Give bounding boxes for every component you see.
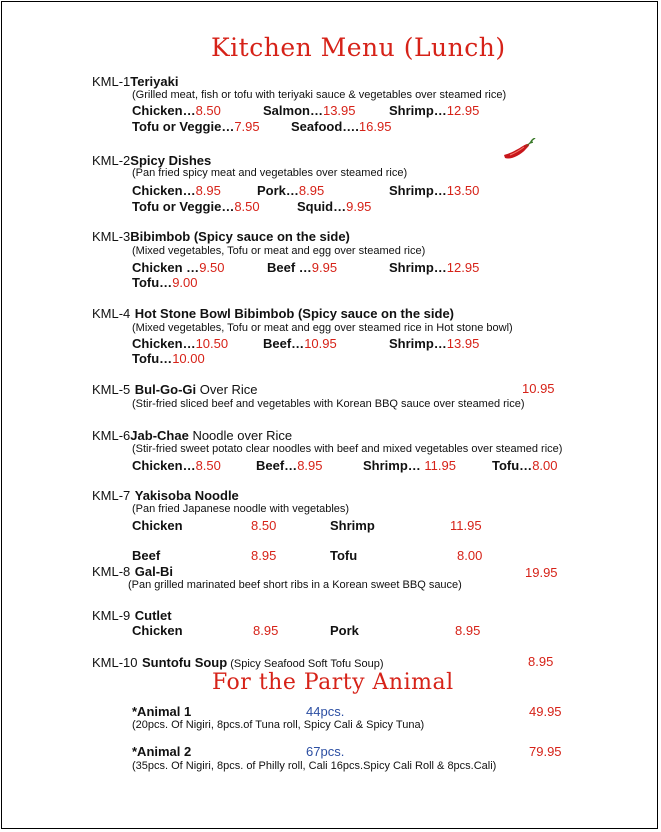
item-kml3-header xyxy=(92,228,350,246)
price: 12.95 xyxy=(446,103,480,118)
price: 8.00 xyxy=(532,458,558,473)
option-chicken-label: Chicken xyxy=(132,623,183,638)
option-tofu-veggie: Tofu or Veggie…7.95 xyxy=(132,119,260,134)
item-name: Hot Stone Bowl Bibimbob (Spicy sauce on the side) xyxy=(134,306,454,321)
item-name: Bul-Go-Gi xyxy=(134,382,197,397)
item-description: (Pan fried spicy meat and vegetables over steamed rice) xyxy=(132,167,408,179)
option-pork-label: Pork xyxy=(330,623,359,638)
item-description: (Pan fried Japanese noodle with vegetables) xyxy=(132,503,350,515)
price: 12.95 xyxy=(446,260,480,275)
item-code: KML-7 xyxy=(92,488,131,503)
item-code: KML-4 xyxy=(92,306,131,321)
option-chicken: Chicken…8.95 xyxy=(132,183,221,198)
item-code: KML-10 xyxy=(92,655,138,670)
item-description: (Stir-fried sliced beef and vegetables with Korean BBQ sauce over steamed rice) xyxy=(132,398,525,410)
option-tofu: Tofu…10.00 xyxy=(132,351,205,366)
party-item-pcs: 44pcs. xyxy=(306,704,345,719)
option-shrimp: Shrimp…12.95 xyxy=(389,260,480,275)
option-shrimp-price: 11.95 xyxy=(450,518,482,533)
party-item-name: *Animal 1 xyxy=(132,704,192,719)
party-item-description: (20pcs. Of Nigiri, 8pcs.of Tuna roll, Spicy Cali & Spicy Tuna) xyxy=(132,719,425,731)
option-beef-label: Beef xyxy=(132,548,161,563)
item-code: KML-6 xyxy=(92,428,131,443)
item-kml4-header xyxy=(92,305,454,323)
option-chicken-price: 8.50 xyxy=(251,518,277,533)
party-item-pcs: 67pcs. xyxy=(306,744,345,759)
price: 9.00 xyxy=(172,275,198,290)
item-name: Teriyaki xyxy=(130,74,179,89)
price: 8.95 xyxy=(528,654,554,669)
item-name: Spicy Dishes xyxy=(130,153,212,168)
party-item-price: 79.95 xyxy=(529,744,562,759)
price: 10.00 xyxy=(172,351,205,366)
option-tofu: Tofu…9.00 xyxy=(132,275,198,290)
option-pork: Pork…8.95 xyxy=(257,183,325,198)
page-title: Kitchen Menu (Lunch) xyxy=(211,33,506,62)
item-code: KML-1 xyxy=(92,74,131,89)
price: 10.50 xyxy=(195,336,229,351)
item-code: KML-2 xyxy=(92,153,131,168)
item-description: (Mixed vegetables, Tofu or meat and egg over steamed rice in Hot stone bowl) xyxy=(132,322,513,334)
price: 8.95 xyxy=(195,183,221,198)
price: 8.95 xyxy=(298,183,325,198)
party-item-price: 49.95 xyxy=(529,704,562,719)
item-name: Yakisoba Noodle xyxy=(134,488,239,503)
price: 10.95 xyxy=(522,381,555,396)
item-code: KML-3 xyxy=(92,229,131,244)
price: 13.95 xyxy=(322,103,356,118)
item-code: KML-5 xyxy=(92,382,131,397)
option-shrimp: Shrimp…13.95 xyxy=(389,336,480,351)
option-chicken: Chicken…8.50 xyxy=(132,458,221,473)
party-item-name: *Animal 2 xyxy=(132,744,192,759)
option-chicken: Chicken…10.50 xyxy=(132,336,229,351)
price: 8.50 xyxy=(234,199,260,214)
option-beef: Beef…8.95 xyxy=(256,458,323,473)
option-pork-price: 8.95 xyxy=(455,623,481,638)
item-name: Jab-Chae xyxy=(130,428,189,443)
option-squid: Squid…9.95 xyxy=(297,199,372,214)
option-tofu: Tofu…8.00 xyxy=(492,458,558,473)
option-tofu-veggie: Tofu or Veggie…8.50 xyxy=(132,199,260,214)
price: 10.95 xyxy=(304,336,337,351)
option-seafood: Seafood….16.95 xyxy=(291,119,392,134)
item-name: Gal-Bi xyxy=(134,564,174,579)
price: 9.95 xyxy=(311,260,338,275)
option-shrimp-label: Shrimp xyxy=(330,518,375,533)
price: 19.95 xyxy=(525,565,558,580)
item-kml5-header: KML-5 Bul-Go-Gi Over Rice xyxy=(92,382,258,397)
option-beef: Beef …9.95 xyxy=(267,260,338,275)
option-beef-price: 8.95 xyxy=(251,548,277,563)
price: 7.95 xyxy=(234,119,260,134)
price: 9.95 xyxy=(346,199,372,214)
item-kml10-header: KML-10 Suntofu Soup (Spicy Seafood Soft Tofu Soup) xyxy=(92,655,384,670)
option-salmon: Salmon…13.95 xyxy=(263,103,356,118)
item-code: KML-8 xyxy=(92,564,131,579)
price: 16.95 xyxy=(358,119,392,134)
item-kml6-header: KML-6Jab-Chae Noodle over Rice xyxy=(92,428,293,443)
price: 11.95 xyxy=(424,458,456,473)
party-item-description: (35pcs. Of Nigiri, 8pcs. of Philly roll, Cali 16pcs.Spicy Cali Roll & 8pcs.Cali) xyxy=(132,760,497,772)
price: 8.95 xyxy=(297,458,323,473)
price: 13.50 xyxy=(446,183,480,198)
option-chicken: Chicken …9.50 xyxy=(132,260,225,275)
option-shrimp: Shrimp…12.95 xyxy=(389,103,480,118)
chili-pepper-icon xyxy=(502,138,536,162)
price: 8.50 xyxy=(195,458,221,473)
option-chicken: Chicken…8.50 xyxy=(132,103,221,118)
item-description: (Stir-fried sweet potato clear noodles with beef and mixed vegetables over steamed rice) xyxy=(132,443,563,455)
item-description: (Pan grilled marinated beef short ribs in a Korean sweet BBQ sauce) xyxy=(128,579,462,591)
option-shrimp: Shrimp… 11.95 xyxy=(363,458,456,473)
price: 13.95 xyxy=(446,336,480,351)
option-beef: Beef…10.95 xyxy=(263,336,337,351)
price: 8.50 xyxy=(195,103,221,118)
option-tofu-label: Tofu xyxy=(330,548,358,563)
option-shrimp: Shrimp…13.50 xyxy=(389,183,480,198)
item-name: Suntofu Soup xyxy=(141,655,228,670)
item-code: KML-9 xyxy=(92,608,131,623)
option-chicken-price: 8.95 xyxy=(253,623,279,638)
item-description: (Grilled meat, fish or tofu with teriyaki sauce & vegetables over steamed rice) xyxy=(132,89,507,101)
item-name: Cutlet xyxy=(134,608,172,623)
price: 9.50 xyxy=(199,260,225,275)
option-chicken-label: Chicken xyxy=(132,518,183,533)
party-section-title: For the Party Animal xyxy=(212,670,454,695)
item-name: Bibimbob (Spicy sauce on the side) xyxy=(130,229,350,244)
option-tofu-price: 8.00 xyxy=(457,548,483,563)
item-description: (Mixed vegetables, Tofu or meat and egg over steamed rice) xyxy=(132,245,426,257)
